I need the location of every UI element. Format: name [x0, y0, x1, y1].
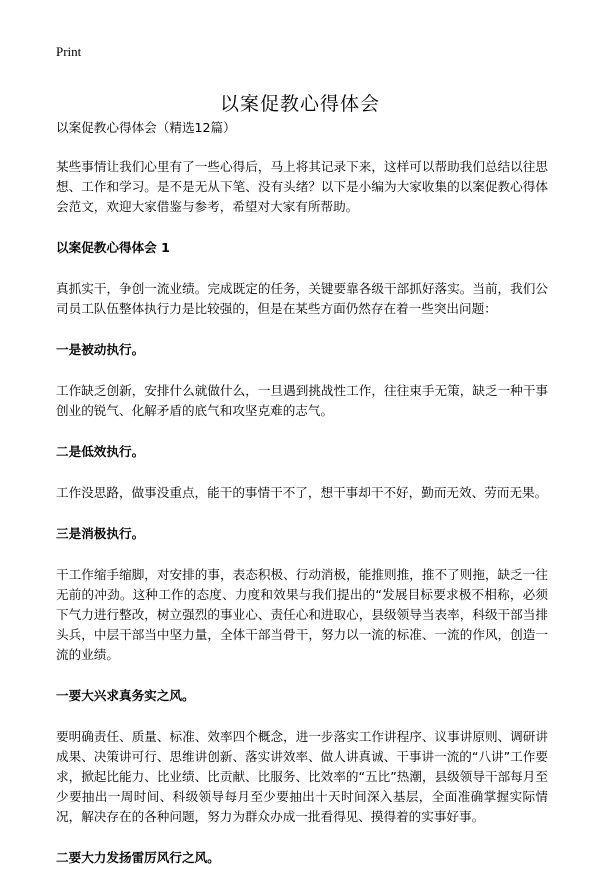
intro-paragraph: 某些事情让我们心里有了一些心得后，马上将其记录下来，这样可以帮助我们总结以往思想、工作和学习。是不是无从下笔、没有头绪？以下是小编为大家收集的以案促教心得体会范文，欢迎大家借鉴与参考，希望对大家有所帮助。 — [56, 159, 548, 214]
style-heading-pragmatic: 一要大兴求真务实之风。 — [56, 688, 195, 703]
point-paragraph-inefficient: 工作没思路，做事没重点，能干的事情干不了，想干事却干不好，勤而无效、劳而无果。 — [56, 485, 548, 500]
style-paragraph-pragmatic: 要明确责任、质量、标准、效率四个概念，进一步落实工作讲程序、议事讲原则、调研讲成果、决策讲可行、思维讲创新、落实讲效率、做人讲真诚、干事讲一流的“八讲”工作要求，掀起比能力、比业绩、比贡献、比服务、比效率的“五比”热潮，县级领导干部每月至少要抽出一周时间、科级领导每月至少要抽出十天时间深入基层，全面准确掌握实际情况，解决存在的各种问题，努力为群众办成一批看得见、摸得着的实事好事。 — [56, 729, 548, 824]
page-title: 以案促教心得体会 — [219, 92, 380, 115]
style-heading-vigorous: 二要大力发扬雷厉风行之风。 — [56, 850, 220, 865]
point-heading-inefficient: 二是低效执行。 — [56, 444, 145, 459]
point-heading-passive: 一是被动执行。 — [56, 342, 145, 357]
section-paragraph-1: 真抓实干，争创一流业绩。完成既定的任务，关键要靠各级干部抓好落实。当前，我们公司员工队伍整体执行力是比较强的，但是在某些方面仍然存在着一些突出问题： — [56, 281, 548, 316]
print-label[interactable]: Print — [56, 44, 82, 59]
point-heading-negative: 三是消极执行。 — [56, 526, 145, 541]
section-heading-1: 以案促教心得体会 1 — [56, 240, 170, 255]
document-body — [56, 118, 548, 889]
point-paragraph-negative: 干工作缩手缩脚，对安排的事，表态积极、行动消极，能推则推，推不了则拖，缺乏一往无前的冲劲。这种工作的态度、力度和效果与我们提出的“发展目标要求极不相称，必须下气力进行整改，树立强烈的事业心、责任心和进取心，县级领导当表率，科级干部当排头兵，中层干部当中坚力量，全体干部当骨干，努力以一流的标准、一流的作风，创造一流的业绩。 — [56, 567, 548, 662]
point-paragraph-passive: 工作缺乏创新，安排什么就做什么，一旦遇到挑战性工作，往往束手无策，缺乏一种干事创业的锐气、化解矛盾的底气和攻坚克难的志气。 — [56, 383, 548, 418]
document-subtitle: 以案促教心得体会（精选12篇） — [56, 120, 236, 135]
